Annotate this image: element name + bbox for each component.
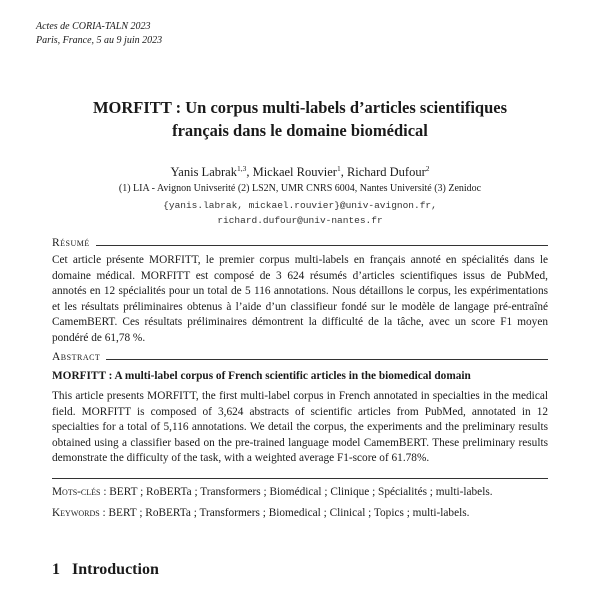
keywords-top-rule — [52, 478, 548, 479]
abstract-text: This article presents MORFITT, the first multi-label corpus in French annotated in specialties in the medical field. MORFITT is composed of 3,624 abstracts of scientific articles from PubMed, annotated in 12 specialties for a total of 5,116 annotations. We detail the corpus, the experiments and the preliminary results obtained using a classifier based on the pre-trained language model CamemBERT. These preliminary results demonstrate the difficulty of the task, with a weighted average F1-score of 61.78%. — [52, 390, 548, 464]
affiliations: (1) LIA - Avignon Univserité (2) LS2N, UMR CNRS 6004, Nantes Université (3) Zenidoc — [118, 183, 482, 194]
venue-line-1: Actes de CORIA-TALN 2023 — [36, 21, 151, 32]
keywords-en — [52, 506, 548, 521]
abstract-heading-label: Abstract — [52, 351, 101, 363]
keywords-fr-values: : BERT ; RoBERTa ; Transformers ; Biomédical ; Clinique ; Spécialités ; multi-labels. — [103, 486, 493, 498]
author-3-name: Richard Dufour — [346, 165, 426, 179]
author-list — [0, 164, 600, 180]
resume-text: Cet article présente MORFITT, le premier corpus multi-labels en français annoté en spécialités dans le domaine médical. MORFITT est composé de 3 624 résumés d’articles scientifiques issus de PubMed, annotés en 12 spécialités pour un total de 5 116 annotations. Nous détaillons le corpus, les expérimentations et les résultats préliminaires obtenus à l’aide d’un classifieur fondé sur le modèle de langage pré-entraîné CamemBERT. Ces résultats préliminaires démontrent la difficulté de la tâche, avec un score F1 moyen pondéré de 61,78 %. — [52, 254, 548, 344]
author-separator: , — [340, 165, 347, 179]
author-2-name: Mickael Rouvier — [252, 165, 337, 179]
section-number: 1 — [52, 561, 60, 578]
abstract-heading — [52, 351, 548, 363]
email-line-1: {yanis.labrak, mickael.rouvier}@univ-avignon.fr, — [163, 200, 437, 211]
abstract-english-title: MORFITT : A multi-label corpus of French scientific articles in the biomedical domain — [52, 370, 471, 382]
venue-line-2: Paris, France, 5 au 9 juin 2023 — [36, 35, 163, 46]
keywords-fr-label: Mots-clés — [52, 486, 101, 498]
author-2-affil-marker: 1 — [336, 163, 341, 173]
section-title: Introduction — [72, 561, 159, 578]
author-1-affil-marker: 1,3 — [236, 163, 247, 173]
keywords-en-label: Keywords — [52, 507, 100, 519]
section-heading — [52, 560, 159, 580]
paper-title — [20, 96, 580, 142]
resume-heading — [52, 237, 548, 249]
title-line-1: MORFITT : Un corpus multi-labels d’articles scientifiques — [92, 98, 508, 117]
author-3-affil-marker: 2 — [425, 163, 430, 173]
author-emails — [0, 198, 600, 228]
title-line-2: français dans le domaine biomédical — [172, 121, 428, 140]
author-separator: , — [246, 165, 253, 179]
resume-heading-label: Résumé — [52, 237, 90, 249]
keywords-fr — [52, 485, 548, 500]
venue-info — [36, 20, 162, 48]
resume-heading-rule — [96, 245, 548, 246]
abstract-heading-rule — [106, 359, 548, 360]
author-1-name: Yanis Labrak — [170, 165, 237, 179]
email-line-2: richard.dufour@univ-nantes.fr — [217, 215, 383, 226]
keywords-en-values: : BERT ; RoBERTa ; Transformers ; Biomedical ; Clinical ; Topics ; multi-labels. — [102, 507, 470, 519]
